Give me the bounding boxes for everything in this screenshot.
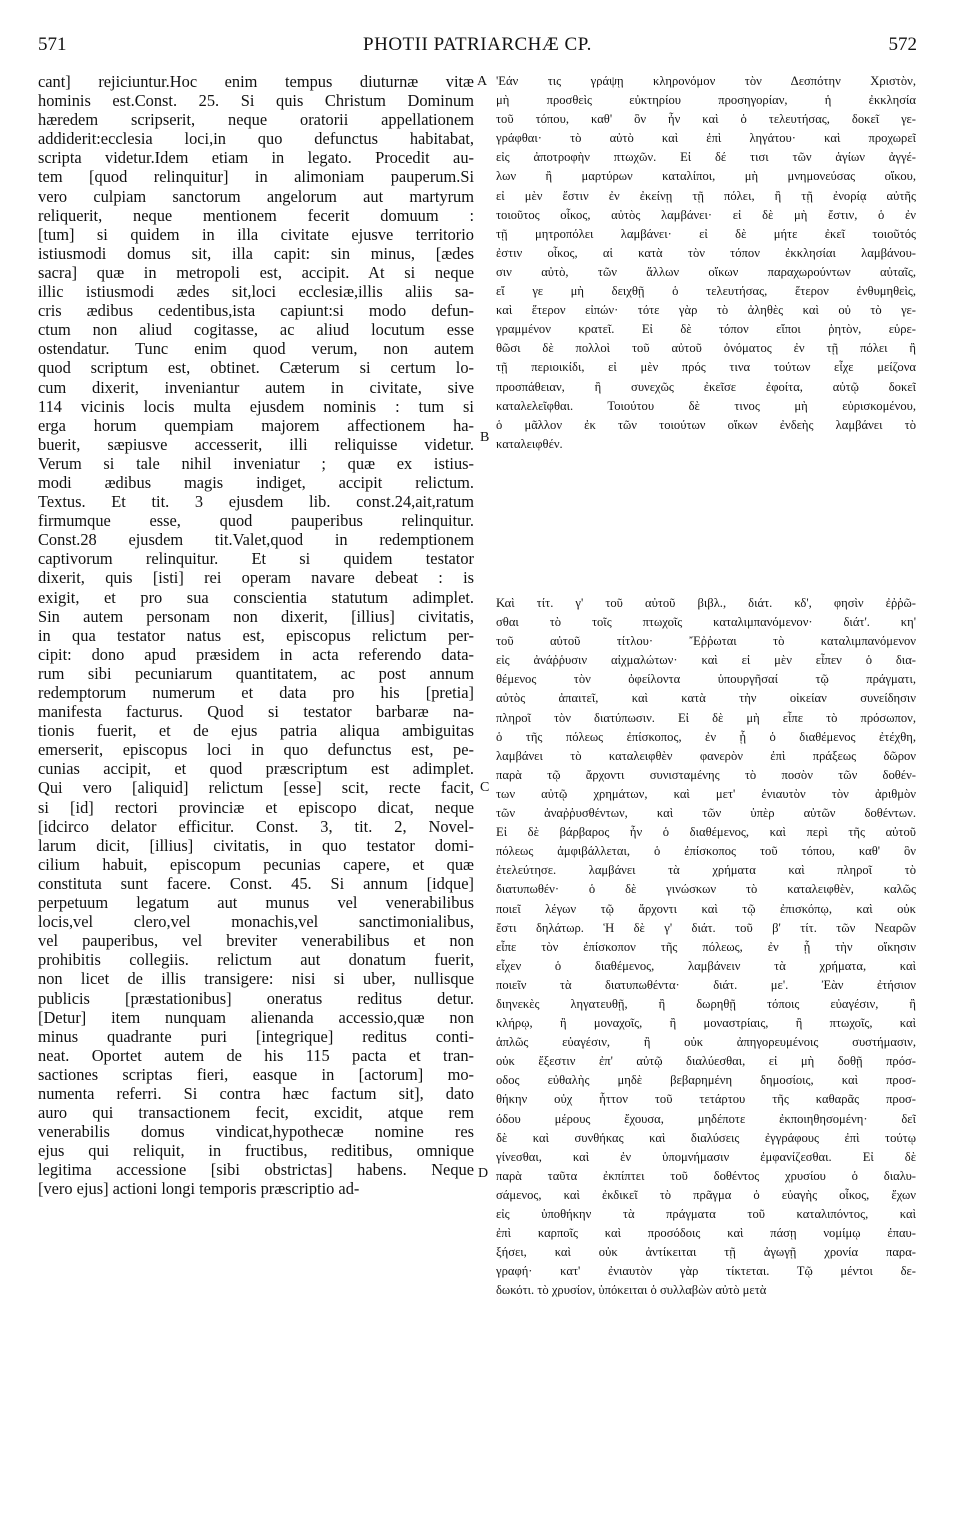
greek-line: σιν αὐτὸ, τῶν ἄλλων οἴκων παραχωρούντων αὐταῖς, (496, 264, 916, 279)
greek-line: Εἰ δὲ βάρβαρος ἦν ὁ διαθέμενος, καὶ περὶ τῆς αὐτοῦ (496, 825, 916, 840)
greek-line: γραμμένον κρατεῖ. Εἰ δὲ τόπον εἴποι ῥητὸν, εὑρε- (496, 322, 916, 337)
greek-line: καταλελεῖφθαι. Τοιούτου δὲ τινος μὴ εὑρισκομένου, (496, 398, 916, 413)
latin-line: modi ædibus magis indiget, accipit relictum. (38, 472, 474, 492)
latin-line: [vero ejus] actioni longi temporis præscriptio ad- (38, 1179, 360, 1199)
greek-line: πληροῖ τὸν διατύπωσιν. Εἰ δὲ μὴ εἶπε τὸ πρόσωπον, (496, 710, 916, 725)
latin-line: tionis fuerit, et de ejus patria aliqua ambiguitas (38, 721, 474, 741)
latin-line: Sin autem personam non dixerit, [illius] civitatis, (38, 606, 474, 626)
latin-line: illic istiusmodi ædes sit,loci ecclesiæ,illis aliis sa- (38, 282, 474, 302)
latin-line: cum dixerit, inveniantur autem in civitate, sive (38, 377, 474, 397)
page-number-right: 572 (888, 34, 917, 55)
greek-column-top (496, 72, 916, 454)
latin-line: exigit, et pro sua conscientia statutum adimplet. (38, 587, 474, 607)
greek-line: ἐπὶ καρποῖς καὶ προσόδοις καὶ πάσῃ νομίμῳ ἐπαυ- (496, 1226, 916, 1241)
latin-line: Const.28 ejusdem tit.Valet,quod in redemptionem (38, 530, 474, 550)
latin-line: ostendatur. Tunc enim quod verum, non autem (38, 339, 474, 359)
page-header (38, 34, 917, 64)
latin-line: numenta referri. Si contra hæc factum sit], dato (38, 1083, 474, 1103)
greek-line: πόλεως ἀμφιβάλλεται, ὁ ἐπίσκοπος τοῦ τόπου, καθ' ὃν (496, 844, 916, 859)
latin-line: hæredem scripserit, neque oratorii appellationem (38, 110, 474, 130)
margin-letter-c: C (480, 780, 490, 795)
greek-line: δὲ καὶ συνθήκας καὶ διαλύσεις ἐγγράφους ἐπὶ τούτῳ (496, 1130, 916, 1145)
latin-column (38, 72, 474, 1199)
latin-line: captivorum relinquitur. Et si quidem testator (38, 549, 474, 569)
latin-line: locis,vel clero,vel monachis,vel sanctimonialibus, (38, 912, 474, 932)
page-number-left: 571 (38, 34, 67, 55)
latin-line: auro qui transactionem fecit, excidit, atque rem (38, 1103, 474, 1123)
latin-line: Verum si tale nihil inveniatur ; quæ ex istius- (38, 453, 474, 473)
latin-line: dixerit, quis [isti] rei operam navare debeat : is (38, 568, 474, 588)
greek-line: εἰ μὲν ἔστιν ἐν ἐκείνῃ τῇ πόλει, ἢ τῇ ἐνορίᾳ αὐτῆς (496, 188, 916, 203)
latin-line: istiusmodi domus sit, illa capit: sin minus, [ædes (38, 243, 474, 263)
latin-line: prohibitis collegiis. relictum aut donatum fuerit, (38, 950, 474, 970)
latin-line: ejus qui reliquit, in fructibus, reditibus, omnique (38, 1141, 474, 1161)
greek-line: τοῦ τόπου, καθ' ὃν ἦν καὶ ὁ τελευτήσας, δοκεῖ γε- (496, 112, 916, 127)
greek-line: των αὐτῷ χρημάτων, καὶ μετ' ἐνιαυτὸν τὸν ἀριθμὸν (496, 786, 916, 801)
margin-letter-d: D (478, 1166, 489, 1181)
greek-line: ποιεῖν τὰ διατυπωθέντα· διάτ. με'. Ἐὰν ἐτήσιον (496, 977, 916, 992)
latin-line: cilium habuit, episcopum pecunias capere, et quæ (38, 854, 474, 874)
greek-line: εἶπε τὸν ἐπίσκοπον τῆς πόλεως, ἐν ᾗ τὴν οἴκησιν (496, 939, 916, 954)
greek-line: καὶ ἕτερον εἰπών· τότε γὰρ τὸ ἀληθὲς καὶ οὐ τὸ γε- (496, 303, 916, 318)
greek-line: ποιεῖ λέγων τῷ ἄρχοντι καὶ τῷ ἐπισκόπῳ, καὶ οὐκ (496, 901, 916, 916)
greek-line: λων ἢ μαρτύρων καταλίποι, μὴ μνημονεύσας οἴκου, (496, 169, 916, 184)
latin-line: legitima accessione [sibi obstrictas] habens. Neque (38, 1160, 474, 1180)
latin-line: quod scriptum est, obtinet. Cæterum si certum lo- (38, 358, 474, 378)
latin-line: tem [quod relinquitur] in alimoniam pauperum.Si (38, 167, 474, 187)
greek-column-bottom (496, 594, 916, 1300)
latin-line: cunias accipit, et quod præscriptum est adimplet. (38, 759, 474, 779)
greek-line: εἶχεν ὁ διαθέμενος, λαμβάνειν τὰ χρήματα, καὶ (496, 958, 916, 973)
greek-line: παρὰ ταῦτα ἐκπίπτει τοῦ δοθέντος χρυσίου ὁ διαλυ- (496, 1168, 916, 1183)
greek-line: ἐτελεύτησε. λαμβάνει τὰ χρήματα καὶ πληροῖ τὸ (496, 863, 916, 878)
latin-line: cipit: dono apud præsidem in acta referendo data- (38, 644, 474, 664)
greek-line: σάμενος, καὶ ἐκδικεῖ τὸ πρᾶγμα ὁ εὐαγὴς οἶκος, ἔχων (496, 1187, 916, 1202)
greek-line: ὁ τῆς πόλεως ἐπίσκοπος, ἐν ᾗ ὁ διαθέμενος ἐτέχθη, (496, 729, 916, 744)
latin-line: erga horum quempiam majorem affectionem ha- (38, 415, 474, 435)
greek-line: παρὰ τῷ ἄρχοντι συνισταμένης τὸ ποσὸν τῶν δοθέν- (496, 767, 916, 782)
greek-line: θέμενος τὸν ὀφείλοντα ὑπουργῆσαί τῷ πράγματι, (496, 672, 916, 687)
latin-line: vel pauperibus, vel breviter venerabilibus et non (38, 931, 474, 951)
greek-line: Καὶ τίτ. γ' τοῦ αὐτοῦ βιβλ., διάτ. κδ', φησὶν ἐῤῥῶ- (496, 596, 916, 610)
greek-line: διατυπωθέν· ὁ δὲ γινώσκων τὸ καταλειφθὲν, καλῶς (496, 882, 916, 897)
greek-line: οδος εὐθαλὴς μηδὲ βεβαρημένη δημοσίοις, καὶ προσ- (496, 1073, 916, 1088)
greek-line: ἐστιν οἶκος, αἱ κατὰ τὸν τόπον ἐκκλησίαι λαμβάνου- (496, 245, 916, 260)
greek-line: τῇ μητροπόλει λαμβάνει· εἰ δὲ μήτε ἐκεῖ τοιοῦτός (496, 226, 916, 241)
latin-line: scripta videtur.Idem etiam in legato. Procedit au- (38, 148, 474, 168)
greek-line: ἁπλῶς εὐαγέσιν, ἢ οὐκ ἀπηγορευμένοις συστήμασιν, (496, 1035, 916, 1050)
greek-line: εἰς ἀποτροφὴν πτωχῶν. Εἰ δέ τισι τῶν ἁγίων ἀγγέ- (496, 150, 916, 165)
latin-line: ctum non aliud cogitasse, ac aliud locutum esse (38, 320, 474, 340)
greek-line: θῶσι δὲ πολλοὶ τοῦ αὐτοῦ ὀνόματος ἐν τῇ πόλει ἢ (496, 341, 916, 356)
latin-line: [tum] si quidem in illa civitate ejusve territorio (38, 224, 474, 244)
greek-line: μὴ προσθεὶς εὐκτηρίου προσηγορίαν, ἡ ἐκκλησία (496, 93, 916, 108)
latin-line: venerabilis domus vindicat,hypothecæ nomine res (38, 1122, 474, 1142)
greek-line: τοῦ αὐτοῦ τίτλου· Ἔῤῥωται τὸ καταλιμπανόμενον (496, 634, 916, 649)
latin-line: reliquerit, neque mentionem fecerit domuum : (38, 205, 474, 225)
greek-line: αὐτὸς ἀπαιτεῖ, καὶ κατὰ τὴν οἰκείαν συνείδησιν (496, 691, 916, 706)
greek-line: διηνεκὲς ληγατευθῇ, ἢ δωρηθῇ τόποις εὐαγέσιν, ἢ (496, 996, 916, 1011)
greek-line: τῶν ἀναῤῥυσθέντων, καὶ τῶν ὑπὲρ αὐτῶν δοθέντων. (496, 806, 916, 821)
latin-line: 114 vicinis locis multa ejusdem nominis : tum si (38, 396, 474, 416)
greek-line: ξήσει, καὶ οὐκ ἀντίκειται τῇ ἀγωγῇ χρονία παρα- (496, 1245, 916, 1260)
greek-line: εἰς ἀνάῤῥυσιν αἰχμαλώτων· καὶ εἰ μὲν εἶπεν ὁ δια- (496, 653, 916, 668)
latin-line: emerserit, episcopus loci in quo defunctus est, pe- (38, 740, 474, 760)
greek-line: δωκότι. τὸ χρυσίον, ὑπόκειται ὁ συλλαβὼν αὐτὸ μετὰ (496, 1283, 767, 1298)
latin-line: cris ædibus cedentibus,ista capiunt:si modo defun- (38, 301, 474, 321)
latin-line: constituta sunt facere. Const. 45. Si annum [idque] (38, 873, 474, 893)
greek-line: γράφθαι· τὸ αὐτὸ καὶ ἐπὶ ληγάτου· καὶ προχωρεῖ (496, 131, 916, 146)
latin-line: hominis est.Const. 25. Si quis Christum Dominum (38, 91, 474, 111)
latin-line: addiderit:ecclesia loci,in quo defunctus habitabat, (38, 129, 474, 149)
greek-line: ἔστι δηλάτωρ. Ἡ δὲ γ' διάτ. τοῦ β' τίτ. τῶν Νεαρῶν (496, 920, 916, 935)
greek-line: κλήρῳ, ἢ μοναχοῖς, ἢ μοναστρίαις, ἢ πτωχοῖς, καὶ (496, 1016, 916, 1031)
greek-line: οὐκ ἔξεστιν ἐπ' αὐτῷ διαλύεσθαι, εἰ μὴ δοθῇ πρόσ- (496, 1054, 916, 1069)
greek-line: εἴ γε μὴ δειχθῇ ὁ τελευτήσας, ἕτερον ἐνθυμηθεὶς, (496, 284, 916, 299)
latin-line: neat. Oportet autem de his 115 pacta et tran- (38, 1045, 474, 1065)
latin-line: si [id] rectori provinciæ et episcopo dicat, neque (38, 797, 474, 817)
latin-line: Textus. Et tit. 3 ejusdem lib. const.24,ait,ratum (38, 492, 474, 512)
latin-line: non licet de illis transigere: nisi si uber, nullisque (38, 969, 474, 989)
greek-line: σθαι τὸ τοῖς πτωχοῖς καταλιμπανόμενον· διάτ'. κη' (496, 615, 916, 630)
latin-line: cant] rejiciuntur.Hoc enim tempus diuturnæ vitæ (38, 72, 474, 91)
latin-line: firmumque esse, quod pauperibus relinquitur. (38, 511, 474, 531)
latin-line: minus quadrante puri [integrique] reditus conti- (38, 1026, 474, 1046)
greek-line: λαμβάνει τὸ καταλειφθὲν φανερὸν ἐπὶ πράξεως δῶρον (496, 748, 916, 763)
greek-line: όδου μέρους ἔχουσα, μηδέποτε ἐκποιηθησομένη· δεῖ (496, 1111, 916, 1126)
greek-line: προσπάθειαν, ἢ συνεχῶς ἐκεῖσε ἐφοίτα, αὐτῷ δοκεῖ (496, 379, 916, 394)
latin-line: vero culpiam sanctorum angelorum aut martyrum (38, 186, 474, 206)
latin-line: perpetuum legatum aut munus vel venerabilibus (38, 893, 474, 913)
greek-line: γραφή· κατ' ἐνιαυτὸν γὰρ τίκτεται. Τῷ μέντοι δε- (496, 1264, 916, 1279)
latin-line: sacra] quæ in metropoli est, accipit. At si neque (38, 262, 474, 282)
latin-line: in qua testator natus est, episcopus relictum per- (38, 625, 474, 645)
latin-line: [Detur] item nunquam alienanda accessio,quæ non (38, 1007, 474, 1027)
greek-line: τοιοῦτος οἶκος, αὐτὸς λαμβάνει· εἰ δὲ μὴ ἔστιν, ὁ ἐν (496, 207, 916, 222)
latin-line: [idcirco delator efficitur. Const. 3, tit. 2, Novel- (38, 816, 474, 836)
greek-line: θήκην οὐχ ἧττον τοῦ τετάρτου τῆς καθαρᾶς προσ- (496, 1092, 916, 1107)
greek-line: καταλειφθέν. (496, 436, 563, 451)
latin-line: publicis [præstationibus] oneratus reditus detur. (38, 988, 474, 1008)
latin-line: sactiones scriptas fieri, easque in [actorum] mo- (38, 1064, 474, 1084)
latin-line: Qui vero [aliquid] relictum [esse] scit, recte facit, (38, 778, 474, 798)
margin-letter-a: A (477, 74, 488, 89)
greek-line: τῇ περιοικίδι, εἰ μὲν πρός τινα τούτων εἶχε μείζονα (496, 360, 916, 375)
greek-line: ὁ μᾶλλον ἐκ τῶν τοιούτων οἴκων ἐνδεὴς λαμβάνει τὸ (496, 417, 916, 432)
latin-line: manifesta facturus. Quod si testator barbaræ na- (38, 702, 474, 722)
latin-line: buerit, sæpiusve accesserit, illi reliquisse videtur. (38, 434, 474, 454)
latin-line: larum dicit, [illius] civitatis, in quo testator domi- (38, 835, 474, 855)
greek-line: 'Εάν τις γράψῃ κληρονόμον τὸν Δεσπότην Χριστὸν, (496, 74, 916, 88)
margin-letter-b: B (480, 430, 490, 445)
greek-line: γίνεσθαι, καὶ ἐν ὑπομνήμασιν ἐμφανίζεσθαι. Εἰ δὲ (496, 1149, 916, 1164)
latin-line: rum sibi pecuniarum quantitatem, ac post annum (38, 663, 474, 683)
greek-line: εἰς ὑποθήκην τὰ πράγματα τοῦ καταλιπόντος, καὶ (496, 1207, 916, 1221)
running-title: PHOTII PATRIARCHÆ CP. (363, 34, 592, 55)
latin-line: redemptorum numerum et data pro his [pretia] (38, 683, 474, 702)
